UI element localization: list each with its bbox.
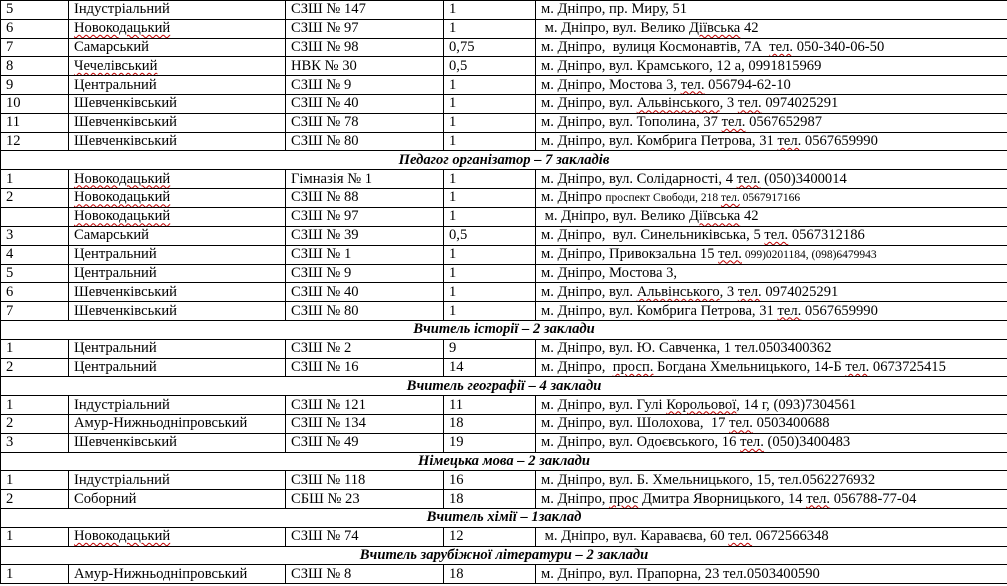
district-cell: Центральний: [69, 358, 286, 377]
address-segment: м. Дніпро, вул. Шолохова, 17: [541, 415, 730, 432]
address-segment: тел.: [769, 38, 794, 55]
address-segment: 0567652987: [745, 114, 823, 131]
rate-cell: 19: [444, 433, 536, 452]
address-segment: м. Дніпро, вул. Тополина, 37: [541, 114, 722, 131]
row-number-cell: 5: [1, 264, 69, 283]
address-segment: тел.: [737, 95, 762, 112]
school-cell: СЗШ № 9: [286, 76, 444, 95]
address-segment: 0672566348: [752, 528, 829, 545]
section-header-row: [1, 508, 1007, 527]
table-row: [1, 113, 1007, 132]
table-row: [1, 226, 1007, 245]
row-number-cell: 11: [1, 113, 69, 132]
district-cell: Шевченківський: [69, 94, 286, 113]
address-segment: м. Дніпро, Мостова 3,: [541, 264, 678, 281]
address-segment: 42: [740, 208, 759, 225]
school-cell: СБШ № 23: [286, 490, 444, 509]
rate-cell: 0,75: [444, 38, 536, 57]
address-segment: м. Дніпро, вул. Солідарності, 4: [541, 170, 737, 187]
row-number-cell: 2: [1, 358, 69, 377]
address-segment: 0974025291: [761, 95, 839, 112]
address-cell: [536, 264, 1007, 283]
table-row: [1, 527, 1007, 546]
school-cell: СЗШ № 134: [286, 414, 444, 433]
table-row: [1, 358, 1007, 377]
row-number-cell: 7: [1, 302, 69, 321]
address-segment: Корольової: [666, 396, 737, 413]
address-segment: м. Дніпро, вулиця Космонавтів, 7А: [541, 38, 770, 55]
district-cell: Центральний: [69, 245, 286, 264]
rate-cell: 1: [444, 19, 536, 38]
rate-cell: 0,5: [444, 57, 536, 76]
address-segment: тел.: [737, 283, 762, 300]
table-row: [1, 19, 1007, 38]
table-row: [1, 433, 1007, 452]
address-segment: тел.: [729, 415, 753, 432]
section-header-row: [1, 320, 1007, 339]
section-title: Вчитель географії – 4 заклади: [1, 377, 1007, 396]
district-cell: Центральний: [69, 264, 286, 283]
address-segment: тел.: [740, 434, 764, 451]
address-cell: [536, 226, 1007, 245]
rate-cell: 14: [444, 358, 536, 377]
rate-cell: 1: [444, 132, 536, 151]
table-row: [1, 396, 1007, 415]
school-cell: СЗШ № 97: [286, 207, 444, 226]
row-number-cell: 12: [1, 132, 69, 151]
district-cell: Шевченківський: [69, 113, 286, 132]
rate-cell: 1: [444, 1, 536, 20]
district-cell: Соборний: [69, 490, 286, 509]
address-cell: [536, 414, 1007, 433]
district-cell: [69, 57, 286, 76]
address-segment: м. Дніпро, вул. Комбрига Петрова, 31: [541, 302, 778, 319]
address-segment: тел.: [736, 170, 761, 187]
school-cell: Гімназія № 1: [286, 170, 444, 189]
address-segment: м. Дніпро, вул. Караваєва, 60: [541, 528, 729, 545]
rate-cell: 1: [444, 113, 536, 132]
rate-cell: 18: [444, 565, 536, 584]
district-cell: Індустріальний: [69, 396, 286, 415]
row-number-cell: 8: [1, 57, 69, 76]
address-segment: проспект Свободи, 218: [605, 191, 721, 204]
address-segment: м. Дніпро: [541, 188, 606, 205]
address-segment: м. Дніпро,: [541, 490, 610, 507]
rate-cell: 1: [444, 302, 536, 321]
address-cell: [536, 433, 1007, 452]
school-cell: СЗШ № 121: [286, 396, 444, 415]
address-segment: просп.: [612, 358, 654, 375]
address-cell: [536, 302, 1007, 321]
district-cell: [69, 188, 286, 207]
row-number-cell: 1: [1, 396, 69, 415]
rate-cell: 16: [444, 471, 536, 490]
address-segment: 056788-77-04: [830, 490, 917, 507]
rate-cell: 1: [444, 76, 536, 95]
section-title: Вчитель зарубіжної літератури – 2 заклади: [1, 546, 1007, 565]
address-segment: Богдана Хмельницького, 14-Б: [653, 358, 846, 375]
school-cell: СЗШ № 88: [286, 188, 444, 207]
district-cell: Індустріальний: [69, 1, 286, 20]
address-segment: , 3: [719, 95, 738, 112]
address-cell: [536, 76, 1007, 95]
address-segment: 0567312186: [788, 227, 865, 244]
rate-cell: 18: [444, 490, 536, 509]
rate-cell: 1: [444, 207, 536, 226]
address-segment: м. Дніпро, вул. Синельниківська, 5: [541, 227, 765, 244]
district-cell: Самарський: [69, 226, 286, 245]
address-cell: [536, 113, 1007, 132]
district-name: Новокодацький: [74, 20, 171, 37]
address-segment: 099)0201184, (098)6479943: [741, 248, 877, 261]
address-cell: [536, 339, 1007, 358]
district-name: Новокодацький: [74, 528, 171, 545]
table-row: [1, 264, 1007, 283]
school-cell: НВК № 30: [286, 57, 444, 76]
address-segment: тел.: [806, 490, 831, 507]
address-cell: [536, 527, 1007, 546]
address-segment: м. Дніпро, вул. Ю. Савченка, 1 тел.0503400362: [541, 340, 832, 357]
row-number-cell: 6: [1, 19, 69, 38]
district-cell: Індустріальний: [69, 471, 286, 490]
row-number-cell: 4: [1, 245, 69, 264]
rate-cell: 1: [444, 283, 536, 302]
rate-cell: 1: [444, 264, 536, 283]
address-cell: [536, 38, 1007, 57]
school-cell: СЗШ № 9: [286, 264, 444, 283]
rate-cell: 9: [444, 339, 536, 358]
row-number-cell: 1: [1, 527, 69, 546]
section-title: Вчитель історії – 2 заклади: [1, 320, 1007, 339]
address-segment: 050-340-06-50: [793, 38, 885, 55]
district-cell: [69, 527, 286, 546]
district-name: Новокодацький: [74, 189, 171, 206]
table-row: [1, 170, 1007, 189]
row-number-cell: 5: [1, 1, 69, 20]
address-segment: м. Дніпро, вул. Прапорна, 23 тел.0503400590: [541, 565, 820, 582]
district-name: Чечелівський: [74, 57, 158, 74]
section-header-row: [1, 151, 1007, 170]
address-segment: м. Дніпро,: [541, 358, 613, 375]
address-segment: Альвінського: [636, 95, 720, 112]
table-row: [1, 57, 1007, 76]
address-segment: 0974025291: [761, 283, 839, 300]
district-cell: [69, 207, 286, 226]
school-cell: СЗШ № 80: [286, 302, 444, 321]
address-cell: [536, 188, 1007, 207]
district-name: Новокодацький: [74, 208, 171, 225]
school-cell: СЗШ № 1: [286, 245, 444, 264]
rate-cell: 18: [444, 414, 536, 433]
address-segment: 0567659990: [801, 302, 878, 319]
district-cell: Шевченківський: [69, 433, 286, 452]
address-cell: [536, 245, 1007, 264]
row-number-cell: 3: [1, 433, 69, 452]
district-cell: Шевченківський: [69, 283, 286, 302]
row-number-cell: [1, 207, 69, 226]
school-cell: СЗШ № 39: [286, 226, 444, 245]
address-segment: тел.: [777, 132, 802, 149]
address-segment: 056794-62-10: [704, 76, 791, 93]
vacancies-table-body: [1, 1, 1007, 584]
school-cell: СЗШ № 8: [286, 565, 444, 584]
school-cell: СЗШ № 2: [286, 339, 444, 358]
district-cell: [69, 19, 286, 38]
section-title: Німецька мова – 2 заклади: [1, 452, 1007, 471]
address-segment: Альвінського: [636, 283, 720, 300]
address-segment: (050)3400014: [760, 170, 847, 187]
address-segment: тел.: [728, 528, 753, 545]
table-row: [1, 38, 1007, 57]
address-segment: тел.: [721, 114, 746, 131]
row-number-cell: 2: [1, 188, 69, 207]
address-segment: м. Дніпро, вул. Комбрига Петрова, 31: [541, 132, 778, 149]
address-segment: м. Дніпро, Привокзальна 15: [541, 245, 719, 262]
table-row: [1, 283, 1007, 302]
address-segment: м. Дніпро, вул.: [541, 95, 637, 112]
table-row: [1, 471, 1007, 490]
address-cell: [536, 19, 1007, 38]
address-cell: [536, 1, 1007, 20]
section-header-row: [1, 377, 1007, 396]
address-segment: тел.: [718, 245, 742, 262]
address-cell: [536, 565, 1007, 584]
row-number-cell: 2: [1, 490, 69, 509]
address-segment: м. Дніпро, вул. Гулі: [541, 396, 667, 413]
table-row: [1, 1, 1007, 20]
section-title: Вчитель хімії – 1заклад: [1, 508, 1007, 527]
address-segment: тел.: [720, 191, 740, 204]
school-cell: СЗШ № 118: [286, 471, 444, 490]
table-row: [1, 188, 1007, 207]
school-cell: СЗШ № 78: [286, 113, 444, 132]
rate-cell: 0,5: [444, 226, 536, 245]
address-segment: м. Дніпро, пр. Миру, 51: [541, 1, 688, 18]
table-row: [1, 207, 1007, 226]
table-row: [1, 94, 1007, 113]
address-segment: (050)3400483: [763, 434, 851, 451]
address-segment: м. Дніпро, вул. Велико: [541, 208, 689, 225]
table-row: [1, 132, 1007, 151]
district-cell: [69, 170, 286, 189]
address-cell: [536, 490, 1007, 509]
row-number-cell: 1: [1, 565, 69, 584]
rate-cell: 11: [444, 396, 536, 415]
school-cell: СЗШ № 40: [286, 94, 444, 113]
address-segment: тел.: [764, 227, 789, 244]
address-cell: [536, 57, 1007, 76]
rate-cell: 1: [444, 170, 536, 189]
address-cell: [536, 283, 1007, 302]
section-header-row: [1, 452, 1007, 471]
address-segment: м. Дніпро, вул.: [541, 283, 637, 300]
row-number-cell: 1: [1, 170, 69, 189]
table-row: [1, 414, 1007, 433]
row-number-cell: 6: [1, 283, 69, 302]
address-segment: , 14 г, (093)7304561: [736, 396, 857, 413]
address-segment: Діївська: [688, 208, 741, 225]
school-cell: СЗШ № 147: [286, 1, 444, 20]
address-segment: тел.: [680, 76, 705, 93]
address-cell: [536, 358, 1007, 377]
district-name: Новокодацький: [74, 170, 171, 187]
row-number-cell: 1: [1, 339, 69, 358]
address-segment: Дмитра Яворницького, 14: [638, 490, 807, 507]
address-segment: прос: [609, 490, 639, 507]
address-segment: 0503400688: [752, 415, 830, 432]
school-cell: СЗШ № 40: [286, 283, 444, 302]
address-segment: Діївська: [688, 20, 741, 37]
row-number-cell: 10: [1, 94, 69, 113]
row-number-cell: 9: [1, 76, 69, 95]
address-cell: [536, 207, 1007, 226]
address-segment: 0567659990: [801, 132, 878, 149]
row-number-cell: 2: [1, 414, 69, 433]
table-row: [1, 565, 1007, 584]
district-cell: Шевченківський: [69, 302, 286, 321]
address-segment: тел.: [777, 302, 802, 319]
district-cell: Самарський: [69, 38, 286, 57]
address-cell: [536, 471, 1007, 490]
address-segment: 42: [740, 20, 759, 37]
table-row: [1, 245, 1007, 264]
school-cell: СЗШ № 98: [286, 38, 444, 57]
district-cell: Амур-Нижньодніпровський: [69, 414, 286, 433]
school-cell: СЗШ № 74: [286, 527, 444, 546]
school-cell: СЗШ № 16: [286, 358, 444, 377]
address-segment: м. Дніпро, вул. Одоєвського, 16: [541, 434, 741, 451]
table-row: [1, 76, 1007, 95]
table-row: [1, 490, 1007, 509]
address-segment: м. Дніпро, вул. Велико: [541, 20, 689, 37]
address-cell: [536, 170, 1007, 189]
district-cell: Центральний: [69, 76, 286, 95]
section-header-row: [1, 546, 1007, 565]
address-segment: 0567917166: [739, 191, 801, 204]
address-segment: м. Дніпро, Мостова 3,: [541, 76, 681, 93]
row-number-cell: 1: [1, 471, 69, 490]
rate-cell: 1: [444, 94, 536, 113]
address-segment: , 3: [719, 283, 738, 300]
section-title: Педагог організатор – 7 закладів: [1, 151, 1007, 170]
address-segment: м. Дніпро, вул. Б. Хмельницького, 15, тел.0562276932: [541, 471, 876, 488]
address-segment: м. Дніпро, вул. Крамського, 12 а, 0991815969: [541, 57, 822, 74]
address-cell: [536, 94, 1007, 113]
school-cell: СЗШ № 80: [286, 132, 444, 151]
district-cell: Амур-Нижньодніпровський: [69, 565, 286, 584]
school-cell: СЗШ № 97: [286, 19, 444, 38]
rate-cell: 1: [444, 245, 536, 264]
district-cell: Центральний: [69, 339, 286, 358]
row-number-cell: 3: [1, 226, 69, 245]
school-cell: СЗШ № 49: [286, 433, 444, 452]
row-number-cell: 7: [1, 38, 69, 57]
address-segment: 0673725415: [869, 358, 946, 375]
rate-cell: 1: [444, 188, 536, 207]
address-segment: тел.: [845, 358, 870, 375]
table-row: [1, 302, 1007, 321]
address-cell: [536, 132, 1007, 151]
rate-cell: 12: [444, 527, 536, 546]
address-cell: [536, 396, 1007, 415]
district-cell: Шевченківський: [69, 132, 286, 151]
table-row: [1, 339, 1007, 358]
